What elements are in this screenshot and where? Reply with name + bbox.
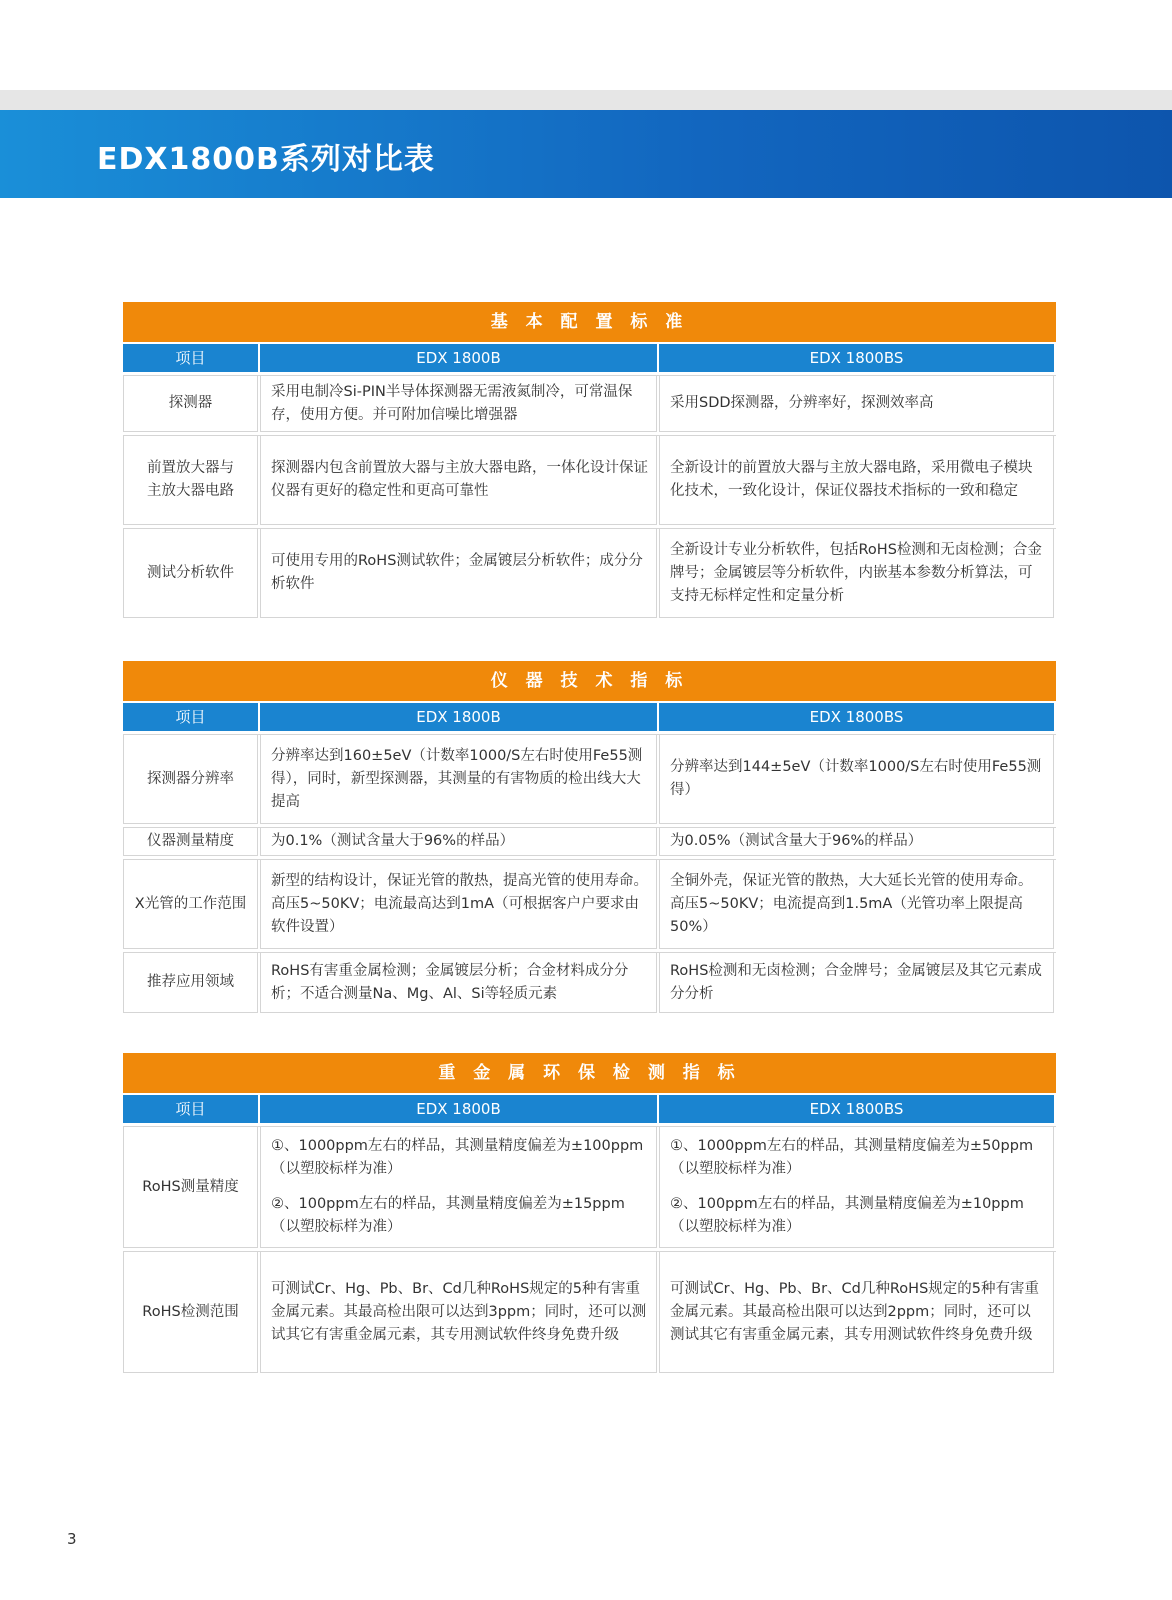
- cell-edx1800b: 采用电制冷Si-PIN半导体探测器无需液氮制冷，可常温保存，使用方便。并可附加信噪比增强器: [260, 376, 657, 432]
- cell-edx1800b: [260, 1127, 657, 1248]
- cell-edx1800bs: RoHS检测和无卤检测；合金牌号；金属镀层及其它元素成分分析: [659, 953, 1054, 1013]
- page-number: 3: [67, 1530, 77, 1548]
- cell-edx1800bs: [659, 1127, 1054, 1248]
- row-label: RoHS检测范围: [123, 1252, 258, 1373]
- row-label: 探测器分辨率: [123, 735, 258, 824]
- row-label: 测试分析软件: [123, 529, 258, 618]
- column-header-edx1800bs: EDX 1800BS: [659, 703, 1054, 731]
- cell-edx1800bs: 为0.05%（测试含量大于96%的样品）: [659, 828, 1054, 856]
- cell-edx1800b: 新型的结构设计，保证光管的散热，提高光管的使用寿命。高压5~50KV；电流最高达到1mA（可根据客户户要求由软件设置）: [260, 860, 657, 949]
- top-gray-strip: [0, 90, 1172, 110]
- column-header-row: [123, 703, 1056, 731]
- table-row: [123, 952, 1056, 1013]
- column-header-edx1800b: EDX 1800B: [260, 703, 657, 731]
- cell-edx1800bs: 全新设计的前置放大器与主放大器电路，采用微电子模块化技术，一致化设计，保证仪器技术指标的一致和稳定: [659, 436, 1054, 525]
- column-header-item: 项目: [123, 1095, 258, 1123]
- precision-item: ①、1000ppm左右的样品，其测量精度偏差为±50ppm（以塑胶标样为准）: [670, 1138, 1034, 1177]
- row-label: 推荐应用领域: [123, 953, 258, 1013]
- section-tech-specs: [123, 661, 1056, 1013]
- page-title: EDX1800B系列对比表: [97, 142, 435, 177]
- table-row: [123, 375, 1056, 432]
- cell-edx1800bs: 全铜外壳，保证光管的散热，大大延长光管的使用寿命。高压5~50KV；电流提高到1.5mA（光管功率上限提高50%）: [659, 860, 1054, 949]
- row-label: RoHS测量精度: [123, 1127, 258, 1248]
- row-label: X光管的工作范围: [123, 860, 258, 949]
- table-row: [123, 435, 1056, 525]
- row-label: 前置放大器与主放大器电路: [123, 436, 258, 525]
- cell-edx1800b: 分辨率达到160±5eV（计数率1000/S左右时使用Fe55测得），同时，新型探测器，其测量的有害物质的检出线大大提高: [260, 735, 657, 824]
- table-row: [123, 528, 1056, 618]
- cell-edx1800b: RoHS有害重金属检测；金属镀层分析；合金材料成分分析；不适合测量Na、Mg、Al、Si等轻质元素: [260, 953, 657, 1013]
- row-label: 仪器测量精度: [123, 828, 258, 856]
- table-row: [123, 1251, 1056, 1373]
- column-header-edx1800b: EDX 1800B: [260, 344, 657, 372]
- section-basic-config: [123, 302, 1056, 618]
- precision-item: ②、100ppm左右的样品，其测量精度偏差为±15ppm（以塑胶标样为准）: [271, 1196, 625, 1235]
- table-row: [123, 827, 1056, 856]
- column-header-edx1800bs: EDX 1800BS: [659, 344, 1054, 372]
- cell-edx1800b: 为0.1%（测试含量大于96%的样品）: [260, 828, 657, 856]
- cell-edx1800bs: 分辨率达到144±5eV（计数率1000/S左右时使用Fe55测得）: [659, 735, 1054, 824]
- title-banner: [0, 110, 1172, 198]
- cell-edx1800bs: 全新设计专业分析软件，包括RoHS检测和无卤检测；合金牌号；金属镀层等分析软件，内嵌基本参数分析算法，可支持无标样定性和定量分析: [659, 529, 1054, 618]
- table-row: [123, 859, 1056, 949]
- cell-edx1800b: 可测试Cr、Hg、Pb、Br、Cd几种RoHS规定的5种有害重金属元素。其最高检出限可以达到3ppm；同时，还可以测试其它有害重金属元素，其专用测试软件终身免费升级: [260, 1252, 657, 1373]
- column-header-item: 项目: [123, 703, 258, 731]
- precision-item: ①、1000ppm左右的样品，其测量精度偏差为±100ppm（以塑胶标样为准）: [271, 1138, 644, 1177]
- section-title: 仪 器 技 术 指 标: [123, 661, 1056, 701]
- section-title: 重 金 属 环 保 检 测 指 标: [123, 1053, 1056, 1093]
- cell-edx1800bs: 可测试Cr、Hg、Pb、Br、Cd几种RoHS规定的5种有害重金属元素。其最高检出限可以达到2ppm；同时，还可以测试其它有害重金属元素，其专用测试软件终身免费升级: [659, 1252, 1054, 1373]
- column-header-row: [123, 344, 1056, 372]
- cell-edx1800b: 探测器内包含前置放大器与主放大器电路，一体化设计保证仪器有更好的稳定性和更高可靠性: [260, 436, 657, 525]
- section-title: 基 本 配 置 标 准: [123, 302, 1056, 342]
- row-label: 探测器: [123, 376, 258, 432]
- cell-edx1800bs: 采用SDD探测器，分辨率好，探测效率高: [659, 376, 1054, 432]
- table-row: [123, 1126, 1056, 1248]
- column-header-item: 项目: [123, 344, 258, 372]
- cell-edx1800b: 可使用专用的RoHS测试软件；金属镀层分析软件；成分分析软件: [260, 529, 657, 618]
- column-header-row: [123, 1095, 1056, 1123]
- column-header-edx1800b: EDX 1800B: [260, 1095, 657, 1123]
- precision-item: ②、100ppm左右的样品，其测量精度偏差为±10ppm（以塑胶标样为准）: [670, 1196, 1024, 1235]
- column-header-edx1800bs: EDX 1800BS: [659, 1095, 1054, 1123]
- section-heavy-metal: [123, 1053, 1056, 1373]
- table-row: [123, 734, 1056, 824]
